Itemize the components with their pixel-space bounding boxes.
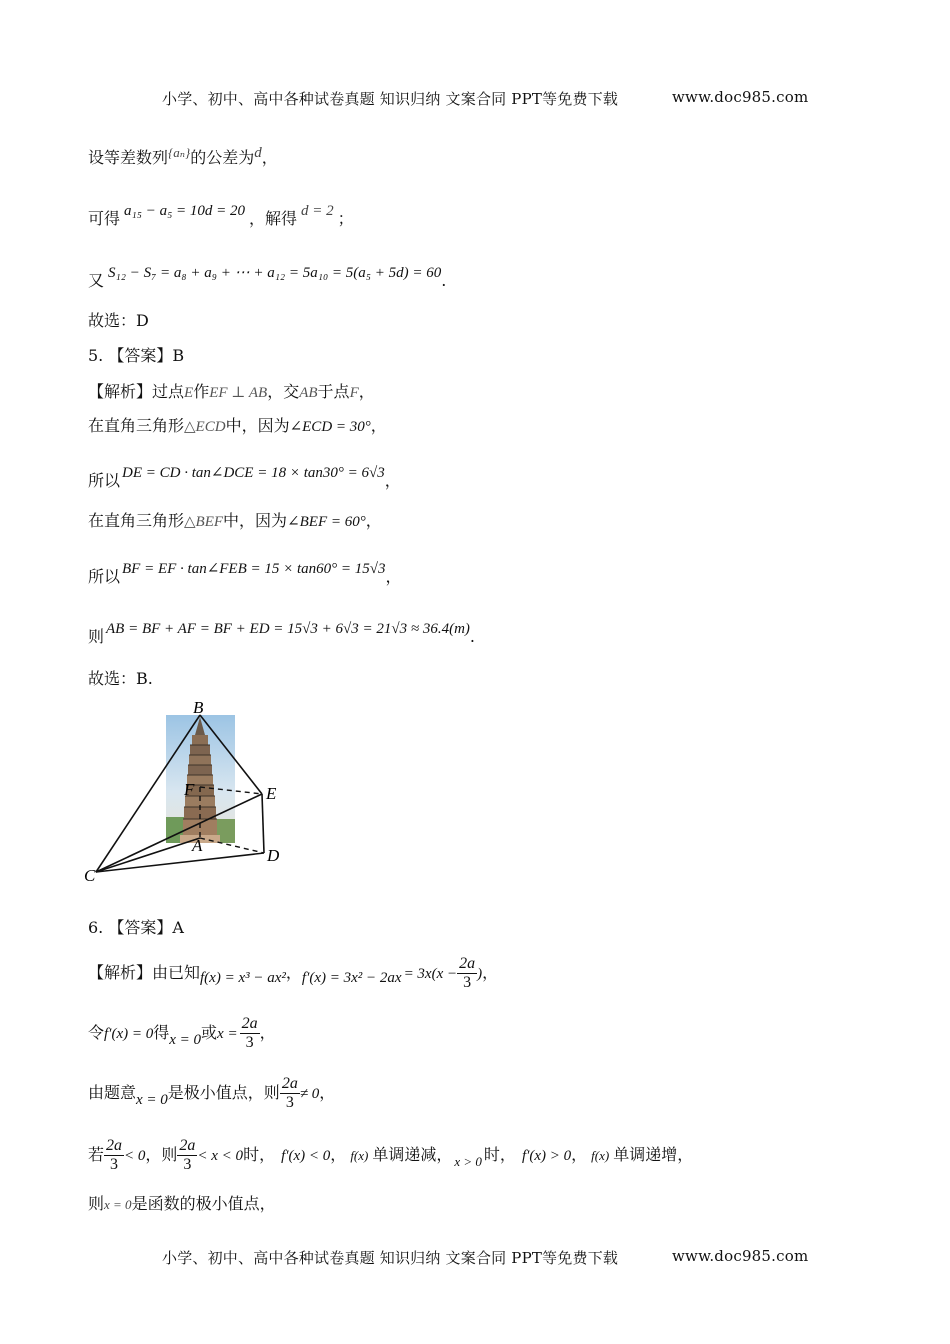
q5-line3: 所以 DE = CD · tan∠DCE = 18 × tan30° = 6√3， — [88, 465, 401, 490]
q5-line2: 在直角三角形△ECD中，因为∠ECD = 30°， — [88, 416, 387, 435]
q5-line5: 所以 BF = EF · tan∠FEB = 15 × tan60° = 15√3， — [88, 561, 402, 586]
header-url[interactable]: www.doc985.com — [672, 88, 809, 106]
pagoda-figure — [80, 695, 295, 890]
line-CD — [96, 853, 264, 872]
q5-line4: 在直角三角形△BEF中，因为∠BEF = 60°， — [88, 511, 382, 530]
q4-line3: 又 S₁₂ − S₇ = a₈ + a₉ + ⋯ + a₁₂ = 5a₁₀ = 5(a₅ + 5d) = 60. — [88, 265, 447, 290]
q6-heading: 6. 【答案】A — [88, 918, 184, 937]
q4-line1: 设等差数列$^{\{a_n\}}$的公差为d， — [88, 145, 278, 167]
label-A: A — [192, 836, 203, 855]
label-C: C — [84, 866, 96, 885]
q5-answer: 故选：B. — [88, 669, 153, 688]
q6-line4: 若 $\frac{2a}{3}$ < 0，则 $\frac{2a}{3}$ < x < 0时， f′(x) < 0， f(x) 单调递减， $_{x > 0}$ 时， f′(x) > 0， f(x) 单调递增， — [88, 1137, 694, 1173]
q6-line2: 令f′(x) = 0得x = 0或x = $\frac{2a}{3}$ ， — [88, 1015, 276, 1051]
q4-answer: 故选：D — [88, 311, 149, 330]
label-F: F — [184, 780, 195, 799]
q6-line1: 【解析】由已知f(x) = x³ − ax²，f′(x) = 3x² − 2ax = 3x(x − $\frac{2a}{3}$ )， — [88, 955, 499, 991]
q6-line3: 由题意x = 0是极小值点，则 $\frac{2a}{3}$ ≠ 0， — [88, 1075, 336, 1111]
footer-text: 小学、初中、高中各种试卷真题 知识归纳 文案合同 PPT等免费下载 — [162, 1249, 619, 1267]
q4-line2: 可得 a₁₅ − a₅ = 10d = 20 ，解得 d = 2 ； — [88, 203, 354, 228]
q5-heading: 5. 【答案】B — [88, 346, 185, 365]
q5-line6: 则 AB = BF + AF = BF + ED = 15√3 + 6√3 = 21√3 ≈ 36.4(m). — [88, 621, 475, 646]
q5-line1: 【解析】过点E作EF ⊥ AB，交AB于点F， — [88, 382, 375, 401]
line-ED — [262, 794, 264, 853]
footer-url[interactable]: www.doc985.com — [672, 1247, 809, 1265]
q6-line5: 则x = 0是函数的极小值点， — [88, 1194, 276, 1213]
label-E: E — [266, 784, 277, 803]
label-B: B — [193, 698, 204, 717]
label-D: D — [267, 846, 280, 865]
header-text: 小学、初中、高中各种试卷真题 知识归纳 文案合同 PPT等免费下载 — [162, 90, 619, 108]
